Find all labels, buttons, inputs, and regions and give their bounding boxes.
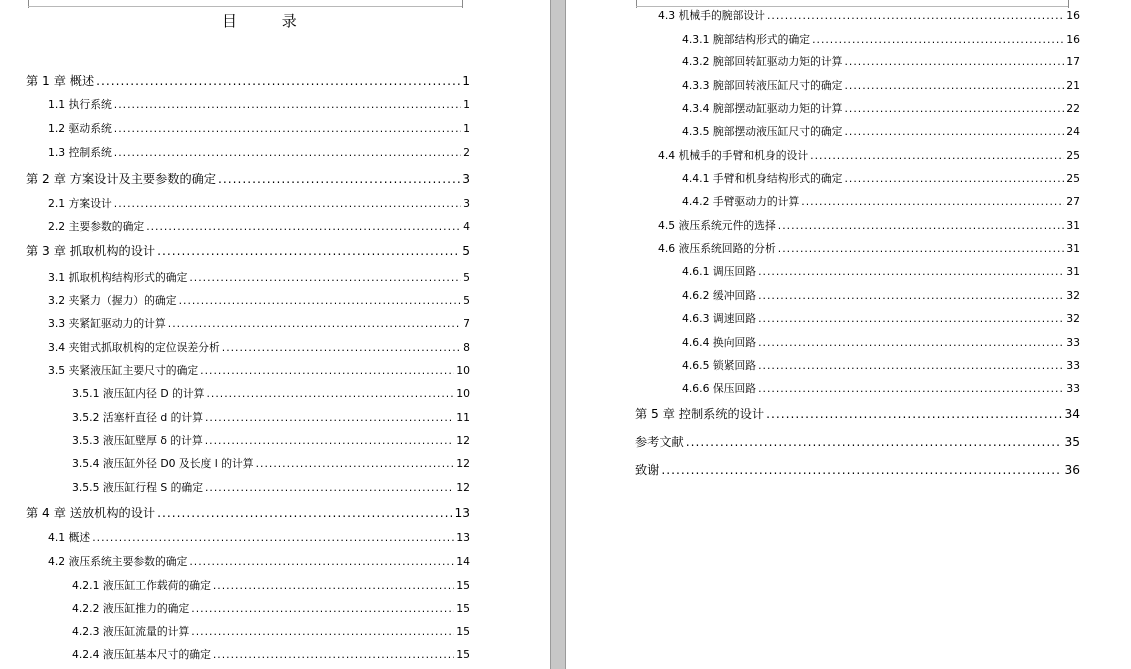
toc-entry[interactable] [48, 554, 470, 570]
toc-entry[interactable] [72, 433, 470, 449]
toc-dot-leader [205, 433, 455, 449]
toc-entry-label: 4.3.5 腕部摆动液压缸尺寸的确定 [682, 125, 843, 138]
toc-entry[interactable] [658, 148, 1080, 164]
toc-page-number: 31 [1066, 265, 1080, 278]
toc-page-number: 27 [1066, 195, 1080, 208]
toc-entry-label: 4.4.1 手臂和机身结构形式的确定 [682, 172, 843, 185]
toc-page-number: 25 [1066, 149, 1080, 162]
toc-dot-leader [844, 78, 1064, 94]
toc-entry-label: 4.4 机械手的手臂和机身的设计 [658, 149, 809, 162]
toc-dot-leader [661, 461, 1062, 479]
toc-entry-label: 4.2.4 液压缸基本尺寸的确定 [72, 648, 211, 661]
toc-entry[interactable] [48, 340, 470, 356]
toc-entry[interactable] [48, 363, 470, 379]
toc-entry-label: 1.1 执行系统 [48, 98, 112, 111]
toc-page-number: 33 [1066, 382, 1080, 395]
toc-entry[interactable] [48, 219, 470, 235]
toc-entry-label: 4.3.1 腕部结构形式的确定 [682, 33, 811, 46]
toc-page-number: 5 [463, 294, 470, 307]
toc-dot-leader [256, 456, 455, 472]
toc-entry-label: 4.4.2 手臂驱动力的计算 [682, 195, 800, 208]
toc-page-number: 15 [456, 602, 470, 615]
toc-entry[interactable] [26, 504, 470, 522]
toc-page-number: 10 [456, 364, 470, 377]
toc-entry-label: 致谢 [635, 463, 660, 477]
toc-dot-leader [767, 8, 1064, 24]
toc-entry-label: 3.2 夹紧力（握力）的确定 [48, 294, 177, 307]
toc-dot-leader [778, 241, 1064, 257]
toc-entry[interactable] [682, 381, 1080, 397]
toc-dot-leader [758, 358, 1064, 374]
toc-entry-label: 第 4 章 送放机构的设计 [26, 506, 156, 520]
toc-entry-label: 4.3.2 腕部回转缸驱动力矩的计算 [682, 55, 843, 68]
toc-page-number: 15 [456, 648, 470, 661]
toc-page-number: 33 [1066, 336, 1080, 349]
toc-dot-leader [114, 145, 461, 161]
toc-page-number: 24 [1066, 125, 1080, 138]
toc-entry[interactable] [48, 530, 470, 546]
toc-entry[interactable] [635, 433, 1080, 451]
toc-entry[interactable] [72, 601, 470, 617]
header-line [636, 6, 1068, 7]
toc-entry-label: 4.3.4 腕部摆动缸驱动力矩的计算 [682, 102, 843, 115]
toc-entry[interactable] [682, 78, 1080, 94]
toc-entry-label: 4.6.4 换向回路 [682, 336, 757, 349]
toc-dot-leader [758, 311, 1064, 327]
toc-dot-leader [189, 270, 461, 286]
toc-page-number: 21 [1066, 79, 1080, 92]
toc-entry-label: 1.2 驱动系统 [48, 122, 112, 135]
toc-entry[interactable] [682, 171, 1080, 187]
toc-entry[interactable] [72, 647, 470, 663]
toc-entry[interactable] [682, 32, 1080, 48]
toc-dot-leader [218, 170, 460, 188]
toc-entry-label: 3.5.3 液压缸壁厚 δ 的计算 [72, 434, 203, 447]
toc-dot-leader [758, 381, 1064, 397]
toc-page-number: 12 [456, 457, 470, 470]
toc-entry-label: 4.2.3 液压缸流量的计算 [72, 625, 190, 638]
toc-entry-label: 参考文献 [635, 435, 684, 449]
toc-dot-leader [205, 410, 454, 426]
toc-entry[interactable] [682, 264, 1080, 280]
toc-dot-leader [189, 554, 454, 570]
toc-entry[interactable] [48, 196, 470, 212]
toc-page-number: 32 [1066, 312, 1080, 325]
toc-dot-leader [96, 72, 460, 90]
toc-entry[interactable] [48, 316, 470, 332]
toc-entry[interactable] [682, 288, 1080, 304]
header-line [28, 6, 462, 7]
toc-page-number: 5 [462, 244, 470, 258]
toc-entry-label: 4.1 概述 [48, 531, 91, 544]
toc-entry[interactable] [682, 101, 1080, 117]
toc-entry-label: 4.2 液压系统主要参数的确定 [48, 555, 188, 568]
toc-entry-label: 4.6 液压系统回路的分析 [658, 242, 776, 255]
toc-page-number: 11 [456, 411, 470, 424]
toc-entry-label: 4.5 液压系统元件的选择 [658, 219, 776, 232]
toc-entry-label: 4.6.5 锁紧回路 [682, 359, 757, 372]
toc-dot-leader [191, 601, 454, 617]
toc-page-number: 12 [456, 481, 470, 494]
toc-dot-leader [812, 32, 1064, 48]
toc-page-number: 8 [463, 341, 470, 354]
toc-page-number: 1 [463, 122, 470, 135]
toc-entry[interactable] [72, 456, 470, 472]
toc-dot-leader [844, 171, 1064, 187]
toc-entry-label: 3.5.1 液压缸内径 D 的计算 [72, 387, 205, 400]
toc-entry-label: 1.3 控制系统 [48, 146, 112, 159]
toc-entry[interactable] [26, 242, 470, 260]
toc-dot-leader [801, 194, 1064, 210]
toc-entry-label: 4.2.1 液压缸工作载荷的确定 [72, 579, 211, 592]
toc-dot-leader [686, 433, 1063, 451]
toc-page-number: 22 [1066, 102, 1080, 115]
toc-dot-leader [758, 335, 1064, 351]
toc-entry[interactable] [658, 8, 1080, 24]
toc-entry[interactable] [682, 311, 1080, 327]
toc-dot-leader [222, 340, 461, 356]
toc-entry-label: 2.1 方案设计 [48, 197, 112, 210]
toc-page-number: 17 [1066, 55, 1080, 68]
toc-dot-leader [200, 363, 454, 379]
toc-entry-label: 4.3.3 腕部回转液压缸尺寸的确定 [682, 79, 843, 92]
toc-page-number: 33 [1066, 359, 1080, 372]
toc-dot-leader [114, 196, 461, 212]
toc-dot-leader [810, 148, 1064, 164]
toc-page-number: 12 [456, 434, 470, 447]
toc-entry-label: 第 5 章 控制系统的设计 [635, 407, 765, 421]
toc-dot-leader [778, 218, 1064, 234]
toc-entry-label: 第 3 章 抓取机构的设计 [26, 244, 156, 258]
toc-page-number: 1 [462, 74, 470, 88]
toc-entry[interactable] [682, 124, 1080, 140]
toc-entry[interactable] [658, 241, 1080, 257]
toc-entry-label: 3.5.5 液压缸行程 S 的确定 [72, 481, 203, 494]
toc-dot-leader [205, 480, 454, 496]
toc-entry-label: 4.6.3 调速回路 [682, 312, 757, 325]
toc-page-number: 34 [1064, 407, 1080, 421]
toc-title: 目 录 [222, 12, 317, 30]
toc-entry[interactable] [682, 54, 1080, 70]
toc-dot-leader [157, 242, 460, 260]
toc-dot-leader [844, 101, 1064, 117]
toc-entry[interactable] [26, 170, 470, 188]
toc-page-number: 15 [456, 579, 470, 592]
toc-entry[interactable] [72, 624, 470, 640]
toc-entry-label: 2.2 主要参数的确定 [48, 220, 145, 233]
toc-entry-label: 4.6.1 调压回路 [682, 265, 757, 278]
toc-entry[interactable] [72, 386, 470, 402]
toc-page-number: 13 [454, 506, 470, 520]
toc-entry-label: 3.1 抓取机构结构形式的确定 [48, 271, 188, 284]
toc-entry[interactable] [48, 145, 470, 161]
toc-entry[interactable] [682, 335, 1080, 351]
toc-entry[interactable] [48, 97, 470, 113]
toc-page-number: 15 [456, 625, 470, 638]
toc-entry-label: 3.5 夹紧液压缸主要尺寸的确定 [48, 364, 199, 377]
toc-page-number: 5 [463, 271, 470, 284]
toc-page-number: 35 [1064, 435, 1080, 449]
toc-entry[interactable] [635, 461, 1080, 479]
page-gutter [550, 0, 566, 669]
toc-page-number: 14 [456, 555, 470, 568]
toc-entry[interactable] [682, 194, 1080, 210]
toc-entry-label: 第 2 章 方案设计及主要参数的确定 [26, 172, 217, 186]
toc-dot-leader [844, 54, 1064, 70]
toc-dot-leader [168, 316, 461, 332]
toc-dot-leader [179, 293, 462, 309]
toc-dot-leader [213, 578, 454, 594]
toc-entry[interactable] [48, 121, 470, 137]
document-page-right [566, 0, 1131, 669]
toc-dot-leader [114, 121, 461, 137]
toc-page-number: 16 [1066, 33, 1080, 46]
toc-entry[interactable] [635, 405, 1080, 423]
toc-page-number: 2 [463, 146, 470, 159]
toc-entry[interactable] [48, 293, 470, 309]
toc-entry[interactable] [48, 270, 470, 286]
toc-dot-leader [114, 97, 461, 113]
toc-page-number: 31 [1066, 242, 1080, 255]
toc-dot-leader [191, 624, 454, 640]
toc-entry[interactable] [72, 480, 470, 496]
crop-mark [462, 0, 467, 8]
toc-page-number: 13 [456, 531, 470, 544]
toc-dot-leader [213, 647, 454, 663]
toc-dot-leader [92, 530, 454, 546]
toc-page-number: 25 [1066, 172, 1080, 185]
toc-entry-label: 第 1 章 概述 [26, 74, 95, 88]
toc-entry-label: 4.6.6 保压回路 [682, 382, 757, 395]
toc-dot-leader [146, 219, 461, 235]
toc-page-number: 4 [463, 220, 470, 233]
toc-entry[interactable] [72, 410, 470, 426]
toc-entry-label: 3.5.2 活塞杆直径 d 的计算 [72, 411, 203, 424]
toc-dot-leader [206, 386, 454, 402]
crop-mark [1068, 0, 1073, 8]
toc-entry[interactable] [682, 358, 1080, 374]
toc-page-number: 3 [462, 172, 470, 186]
document-page-left [0, 0, 550, 669]
toc-page-number: 31 [1066, 219, 1080, 232]
toc-entry[interactable] [72, 578, 470, 594]
toc-entry-label: 4.3 机械手的腕部设计 [658, 9, 765, 22]
toc-page-number: 36 [1064, 463, 1080, 477]
toc-page-number: 10 [456, 387, 470, 400]
toc-entry[interactable] [658, 218, 1080, 234]
toc-page-number: 32 [1066, 289, 1080, 302]
toc-page-number: 7 [463, 317, 470, 330]
toc-dot-leader [758, 288, 1064, 304]
toc-page-number: 16 [1066, 9, 1080, 22]
toc-page-number: 3 [463, 197, 470, 210]
toc-entry-label: 3.4 夹钳式抓取机构的定位误差分析 [48, 341, 220, 354]
toc-dot-leader [844, 124, 1064, 140]
toc-entry-label: 3.3 夹紧缸驱动力的计算 [48, 317, 166, 330]
toc-dot-leader [758, 264, 1064, 280]
toc-page-number: 1 [463, 98, 470, 111]
toc-entry-label: 4.6.2 缓冲回路 [682, 289, 757, 302]
toc-entry-label: 3.5.4 液压缸外径 D0 及长度 l 的计算 [72, 457, 254, 470]
toc-dot-leader [766, 405, 1062, 423]
toc-entry[interactable] [26, 72, 470, 90]
toc-dot-leader [157, 504, 452, 522]
toc-entry-label: 4.2.2 液压缸推力的确定 [72, 602, 190, 615]
